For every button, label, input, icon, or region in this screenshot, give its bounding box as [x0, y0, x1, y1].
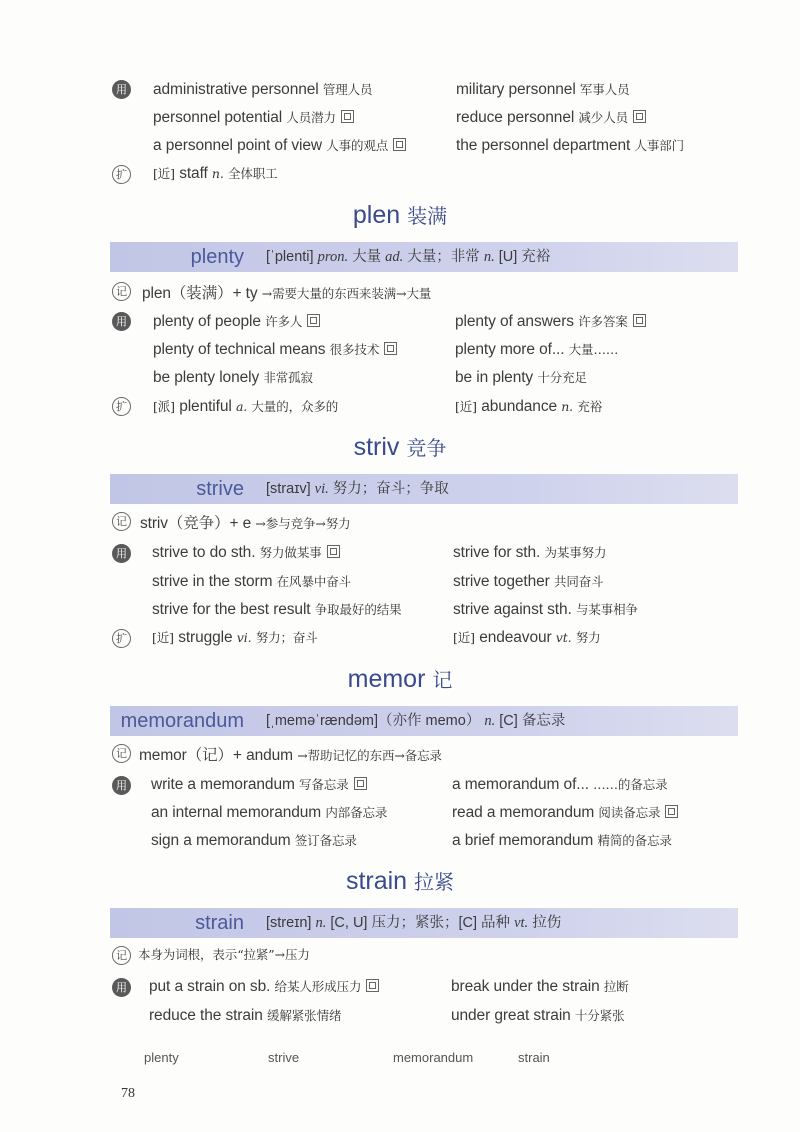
- related-word: [近] struggle vi. 努力；奋斗: [152, 629, 318, 646]
- definition: [straɪv] vi. 努力；奋斗；争取: [266, 481, 449, 497]
- phrase: a brief memorandum 精简的备忘录: [452, 832, 672, 849]
- memo-icon: 记: [112, 512, 131, 531]
- exam-mark-icon: [327, 545, 340, 558]
- exam-mark-icon: [354, 777, 367, 790]
- phrase: reduce the strain 缓解紧张情绪: [149, 1007, 342, 1024]
- definition: [streɪn] n. [C, U] 压力；紧张；[C] 品种 vt. 拉伤: [266, 915, 562, 931]
- headword-band: [110, 908, 738, 938]
- headword: strive: [196, 478, 244, 500]
- footer-word: strive: [268, 1050, 300, 1065]
- exam-mark-icon: [633, 110, 646, 123]
- memory-aid: memor（记）+ andum →帮助记忆的东西→备忘录: [139, 747, 442, 764]
- exam-mark-icon: [393, 138, 406, 151]
- exam-mark-icon: [633, 314, 646, 327]
- related-word: [派] plentiful a. 大量的，众多的: [153, 398, 339, 415]
- phrase: write a memorandum 写备忘录: [151, 775, 367, 794]
- extend-icon: 扩: [112, 165, 131, 184]
- related-word: [近] abundance n. 充裕: [455, 398, 603, 415]
- related-word: [近] staff n. 全体职工: [153, 165, 278, 182]
- exam-mark-icon: [341, 110, 354, 123]
- headword: strain: [195, 912, 244, 934]
- exam-mark-icon: [307, 314, 320, 327]
- phrase: a personnel point of view 人事的观点: [153, 136, 406, 155]
- related-word: [近] endeavour vt. 努力: [453, 629, 601, 646]
- phrase: sign a memorandum 签订备忘录: [151, 832, 357, 849]
- phrase: read a memorandum 阅读备忘录: [452, 803, 678, 822]
- phrase: plenty of people 许多人: [153, 312, 320, 331]
- use-icon: 用: [112, 312, 131, 331]
- exam-mark-icon: [384, 342, 397, 355]
- phrase: reduce personnel 减少人员: [456, 108, 646, 127]
- memo-icon: 记: [112, 946, 131, 965]
- use-icon: 用: [112, 80, 131, 99]
- use-icon: 用: [112, 776, 131, 795]
- footer-word: strain: [518, 1050, 550, 1065]
- root-heading: memor 记: [347, 665, 453, 693]
- footer-word: plenty: [144, 1050, 179, 1065]
- headword-band: [110, 474, 738, 504]
- root-heading: strain 拉紧: [345, 867, 455, 895]
- use-icon: 用: [112, 978, 131, 997]
- exam-mark-icon: [665, 805, 678, 818]
- phrase: plenty of technical means 很多技术: [153, 340, 397, 359]
- definition: [ˈplenti] pron. 大量 ad. 大量；非常 n. [U] 充裕: [266, 249, 551, 265]
- phrase: strive to do sth. 努力做某事: [152, 543, 340, 562]
- phrase: strive in the storm 在风暴中奋斗: [152, 573, 352, 590]
- memory-aid: 本身为词根，表示“拉紧”→压力: [138, 947, 310, 962]
- phrase: military personnel 军事人员: [456, 81, 630, 98]
- phrase: a memorandum of... ……的备忘录: [452, 776, 668, 793]
- extend-icon: 扩: [112, 397, 131, 416]
- phrase: strive for sth. 为某事努力: [453, 544, 607, 561]
- phrase: administrative personnel 管理人员: [153, 81, 373, 98]
- memo-icon: 记: [112, 282, 131, 301]
- phrase: strive against sth. 与某事相争: [453, 601, 638, 618]
- headword: memorandum: [120, 710, 244, 732]
- memory-aid: striv（竞争）+ e →参与竞争→努力: [140, 515, 351, 532]
- footer-word: memorandum: [393, 1050, 474, 1065]
- phrase: strive together 共同奋斗: [453, 573, 604, 590]
- root-heading: striv 竞争: [353, 433, 447, 461]
- memo-icon: 记: [112, 744, 131, 763]
- phrase: personnel potential 人员潜力: [153, 108, 354, 127]
- definition: [ˌmeməˈrændəm]（亦作 memo） n. [C] 备忘录: [266, 713, 566, 729]
- exam-mark-icon: [366, 979, 379, 992]
- phrase: plenty of answers 许多答案: [455, 312, 646, 331]
- headword-band: [110, 242, 738, 272]
- phrase: break under the strain 拉断: [451, 978, 629, 995]
- memory-aid: plen（装满）+ ty →需要大量的东西来装满→大量: [142, 285, 432, 302]
- headword: plenty: [190, 246, 244, 268]
- phrase: under great strain 十分紧张: [451, 1007, 625, 1024]
- phrase: be in plenty 十分充足: [455, 369, 587, 386]
- phrase: an internal memorandum 内部备忘录: [151, 804, 388, 821]
- use-icon: 用: [112, 544, 131, 563]
- page-number: 78: [121, 1086, 135, 1101]
- phrase: be plenty lonely 非常孤寂: [153, 369, 313, 386]
- phrase: the personnel department 人事部门: [456, 137, 685, 154]
- phrase: plenty more of... 大量……: [455, 341, 619, 358]
- extend-icon: 扩: [112, 629, 131, 648]
- phrase: put a strain on sb. 给某人形成压力: [149, 977, 379, 996]
- root-heading: plen 装满: [352, 201, 448, 229]
- phrase: strive for the best result 争取最好的结果: [152, 601, 402, 618]
- headword-band: [110, 706, 738, 736]
